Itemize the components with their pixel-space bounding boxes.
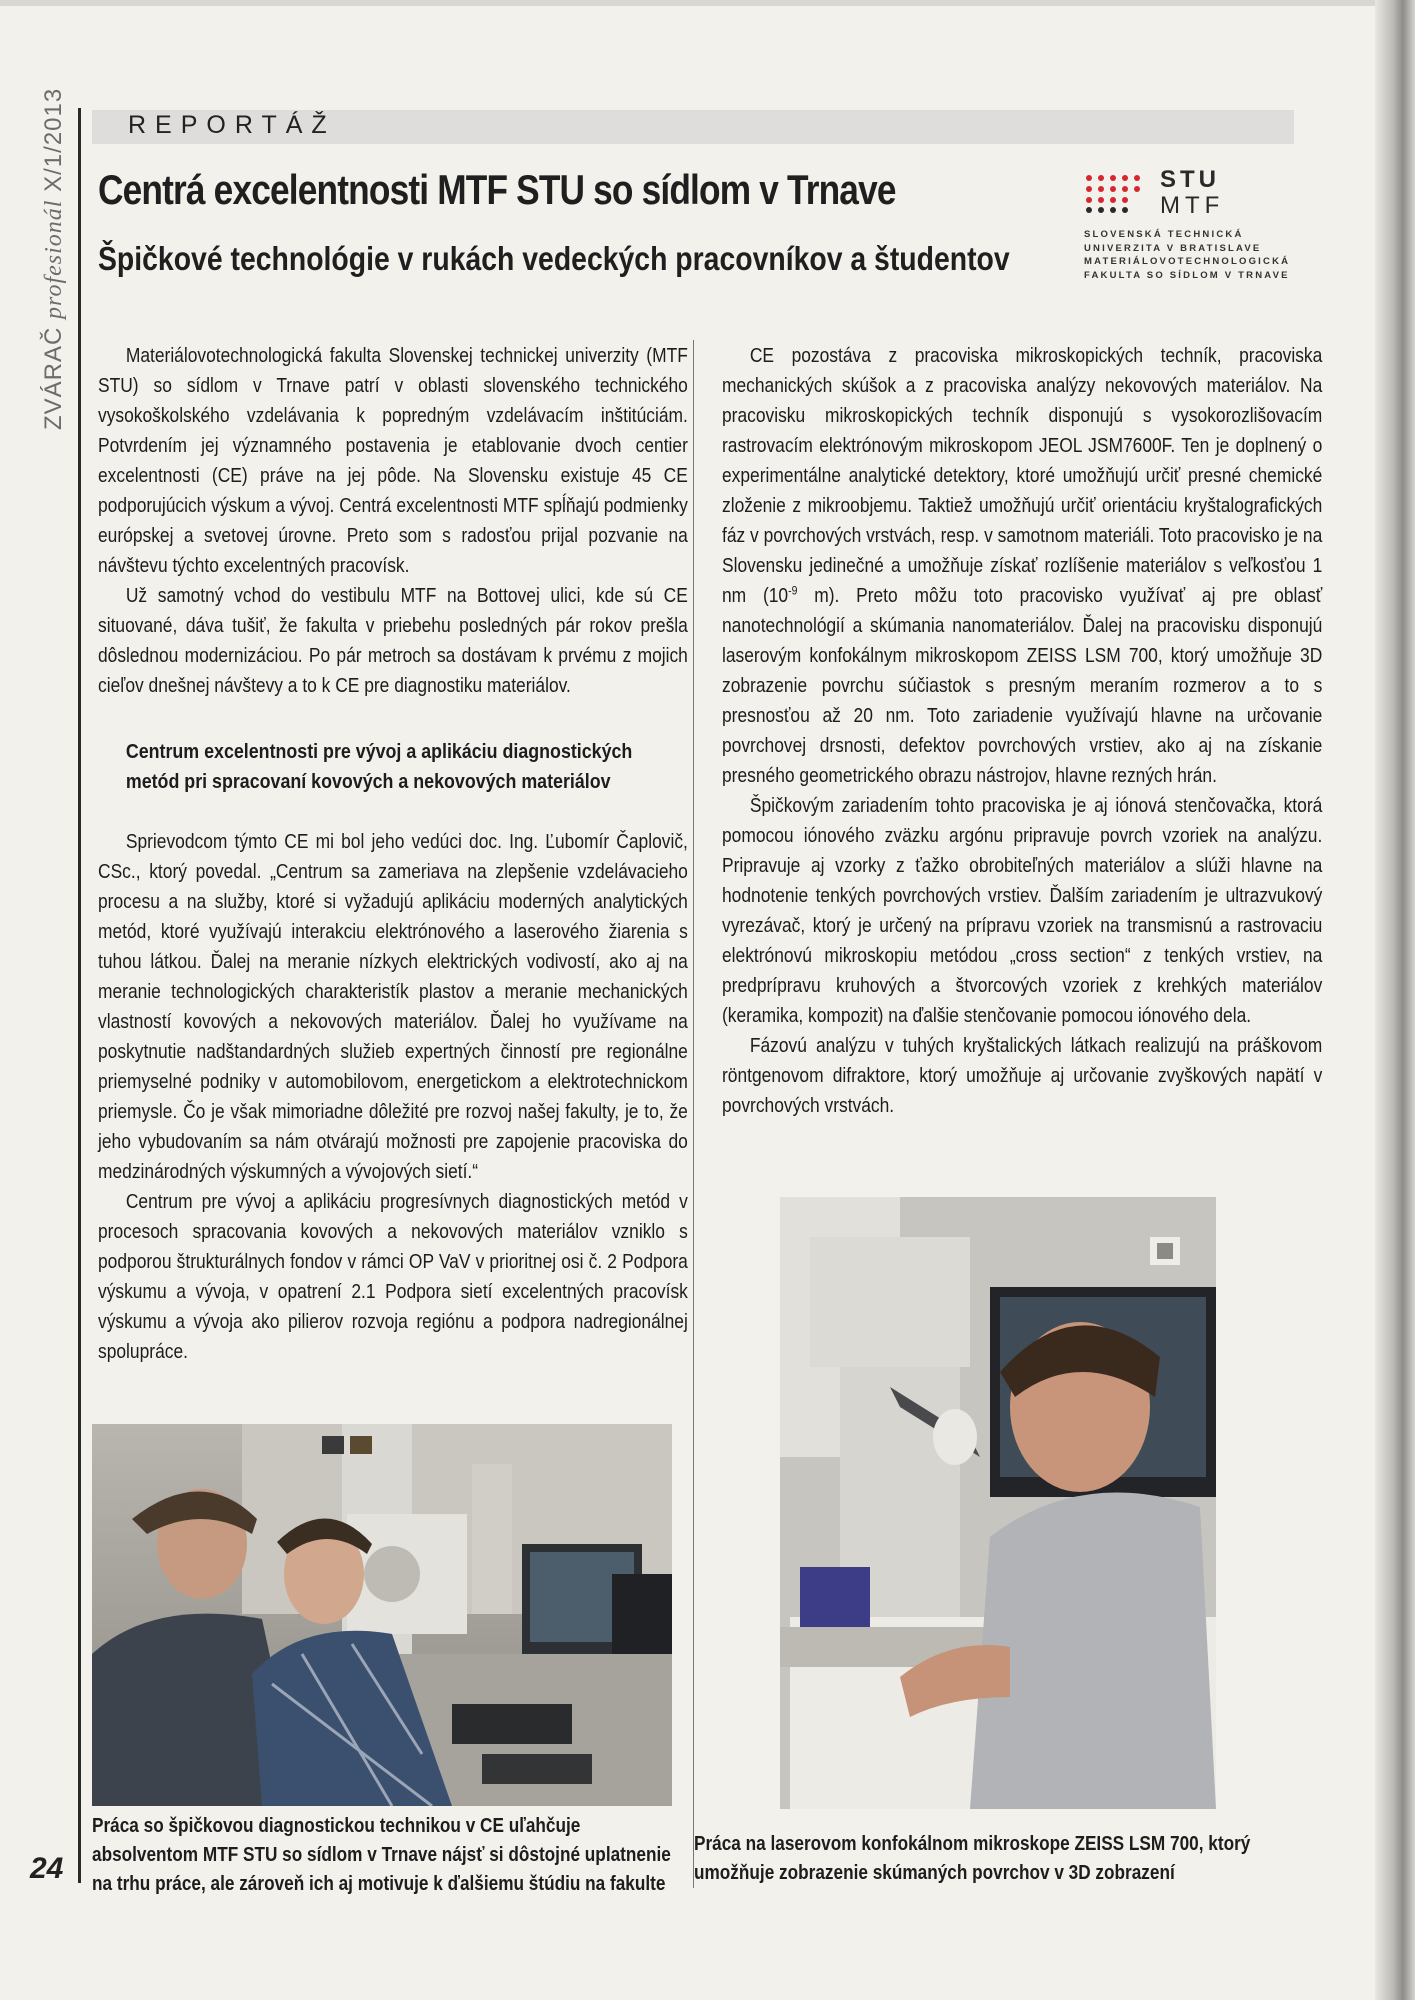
- page-top-edge: [0, 0, 1415, 6]
- logo-mark-stu: STU: [1160, 166, 1220, 193]
- logo-mark-mtf: MTF: [1160, 192, 1225, 219]
- photo-caption-right: Práca na laserovom konfokálnom mikroskope ZEISS LSM 700, ktorý umožňuje zobrazenie skúmaných povrchov v 3D zobrazení: [694, 1833, 1251, 1884]
- page-number: 24: [30, 1852, 64, 1885]
- margin-rule: [78, 108, 81, 1883]
- section-bar: [92, 110, 1294, 144]
- article-title: Centrá excelentnosti MTF STU so sídlom v Trnave: [98, 166, 896, 213]
- logo-dots-icon: [1084, 174, 1150, 214]
- logo-text: SLOVENSKÁ TECHNICKÁ UNIVERZITA V BRATISLAVE MATERIÁLOVOTECHNOLOGICKÁ FAKULTA SO SÍDLOM V TRNAVE: [1084, 229, 1291, 281]
- page-binding-shadow: [1375, 0, 1415, 2000]
- photo-microscope-work: [780, 1197, 1216, 1809]
- paragraph: Už samotný vchod do vestibulu MTF na Bottovej ulici, kde sú CE situované, dáva tušiť, že fakulta v priebehu posledných pár rokov prešla dôslednou modernizáciou. Po pár metroch sa dostávam k prvému z mojich cieľov dnešnej návštevy a to k CE pre diagnostiku materiálov.: [98, 585, 688, 697]
- paragraph: Špičkovým zariadením tohto pracoviska je aj iónová stenčovačka, ktorá pomocou iónového zväzku argónu pripravuje povrch vzoriek na analýzu. Pripravuje aj vzorky z ťažko obrobiteľných materiálov a slúži hlavne na hodnotenie tenkých povrchových vrstiev. Ďalším zariadením je ultrazvukový vyrezávač, ktorý je určený na prípravu vzoriek na transmisnú a rastrovaciu elektrónovú mikroskopiu metódou „cross section“ z tenkých vrstiev, na predprípravu kruhových a štvorcových vzoriek z krehkých materiálov (keramika, kompozit) na ďalšie stenčovanie pomocou iónového dela.: [722, 795, 1323, 1027]
- journal-vertical-label: ZVÁRAČ profesionál X/1/2013: [40, 87, 67, 430]
- photo-students-lab: [92, 1424, 672, 1806]
- article-subtitle: Špičkové technológie v rukách vedeckých pracovníkov a študentov: [98, 240, 1010, 277]
- paragraph: Centrum pre vývoj a aplikáciu progresívnych diagnostických metód v procesoch spracovania kovových a nekovových materiálov vzniklo s podporou štrukturálnych fondov v rámci OP VaV v prioritnej osi č. 2 Podpora výskumu a vývoja, v opatrení 2.1 Podpora sietí excelentných pracovísk výskumu a vývoja ako pilierov rozvoja regiónu a podpora nadregionálnej spolupráce.: [98, 1191, 688, 1363]
- left-column: [98, 341, 688, 1367]
- section-heading: Centrum excelentnosti pre vývoj a aplikáciu diagnostických metód pri spracovaní kovových a nekovových materiálov: [125, 740, 633, 793]
- paragraph: Materiálovotechnologická fakulta Slovenskej technickej univerzity (MTF STU) so sídlom v Trnave patrí v oblasti slovenského technického vysokoškolského vzdelávania k popredným vzdelávacím inštitúciám. Potvrdením jej významného postavenia je etablovanie dvoch centier excelentnosti (CE) práve na jej pôde. Na Slovensku existuje 45 CE podporujúcich výskum a vývoj. Centrá excelentnosti MTF spĺňajú podmienky európskej a svetovej úrovne. Preto som s radosťou prijal pozvanie na návštevu týchto excelentných pracovísk.: [98, 345, 688, 577]
- section-label: REPORTÁŽ: [128, 111, 336, 139]
- paragraph: Fázovú analýzu v tuhých kryštalických látkach realizujú na práškovom röntgenovom difraktore, ktorý umožňuje aj určovanie zvyškových napätí v povrchových vrstvách.: [722, 1035, 1323, 1117]
- stu-mtf-logo: [1084, 168, 1294, 298]
- column-divider: [693, 340, 694, 1888]
- right-column: [722, 341, 1322, 1121]
- paragraph: CE pozostáva z pracoviska mikroskopických techník, pracoviska mechanických skúšok a z pracoviska analýzy nekovových materiálov. Na pracovisku mikroskopických techník disponujú s vysokorozlišovacím rastrovacím elektrónovým mikroskopom JEOL JSM7600F. Ten je doplnený o experimentálne analytické detektory, ktoré umožňujú určiť presné chemické zloženie z mikroobjemu. Taktiež umožňujú určiť orientáciu kryštalografických fáz v povrchových vrstvách, resp. v samotnom materiáli. Toto pracovisko je na Slovensku jedinečné a umožňuje získať rozlíšenie materiálov s veľkosťou 1 nm ($10^{-9}$ m). Preto môžu toto pracovisko využívať aj pre oblasť nanotechnológií a skúmania nanomateriálov. Ďalej na pracovisku disponujú laserovým konfokálnym mikroskopom ZEISS LSM 700, ktorý umožňuje 3D zobrazenie povrchu súčiastok s presným meraním rozmerov a to s presnosťou až 20 nm. Toto zariadenie využívajú hlavne na určovanie povrchovej drsnosti, defektov povrchových vrstiev, ako aj na získanie presného geometrického obrazu nástrojov, hlavne rezných hrán.: [722, 345, 1323, 787]
- paragraph: Sprievodcom týmto CE mi bol jeho vedúci doc. Ing. Ľubomír Čaplovič, CSc., ktorý povedal. „Centrum sa zameriava na zlepšenie vzdelávacieho procesu a na služby, ktoré si vyžadujú aplikáciu moderných analytických metód, ktoré využívajú interakciu elektrónového a laserového žiarenia s tuhou látkou. Ďalej na meranie nízkych elektrických vodivostí, ako aj na meranie technologických charakteristík plastov a meranie mechanických vlastností kovových a nekovových materiálov. Ďalej ho využívame na poskytnutie nadštandardných služieb expertných činností pre regionálne priemyselné podniky v automobilovom, energetickom a elektrotechnickom priemysle. Čo je však mimoriadne dôležité pre rozvoj našej fakulty, je to, že jeho vybudovaním sa nám otvárajú možnosti pre zapojenie pracoviska do medzinárodných výskumných a vývojových sietí.“: [98, 831, 688, 1183]
- photo-caption-left: Práca so špičkovou diagnostickou technikou v CE uľahčuje absolventom MTF STU so sídlom v Trnave nájsť si dôstojné uplatnenie na trhu práce, ale zároveň ich aj motivuje k ďalšiemu štúdiu na fakulte: [92, 1815, 671, 1895]
